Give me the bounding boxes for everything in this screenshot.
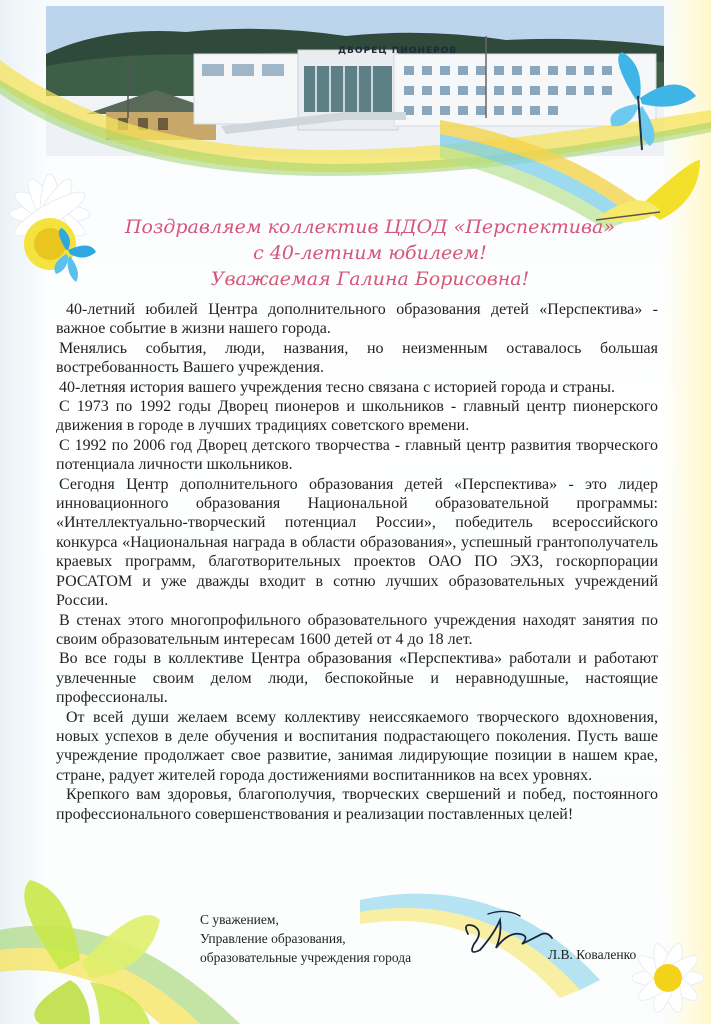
paragraph: С 1992 по 2006 год Дворец детского творчества - главный центр развития творческого потенциала личности школьников. (56, 436, 658, 474)
signature-line-3: образовательные учреждения города (200, 950, 412, 965)
title-line-1: Поздравляем коллектив ЦДОД «Перспектива» (124, 216, 615, 238)
paragraph: 40-летняя история вашего учреждения тесно связана с историей города и страны. (59, 378, 616, 396)
title-line-2: с 40-летним юбилеем! (253, 242, 487, 264)
letter-body (56, 300, 658, 824)
paragraph: В стенах этого многопрофильного образовательного учреждения находят занятия по своим образовательным интересам 1600 детей от 4 до 18 лет. (56, 611, 658, 648)
handwritten-signature (460, 904, 560, 964)
signature-line-1: С уважением, (200, 912, 279, 927)
paragraph: Сегодня Центр дополнительного образования детей «Перспектива» - это лидер инновационного образования Национальной образовательной программы: «Интеллектуально-творческий потенциал России», победитель всероссийского конкурса «Национальная награда в области образования», успешный грантополучатель краевых программ, благотворительных проектов ОАО ПО ЭХЗ, госкорпорации РОСАТОМ и уже дважды входит в сотню лучших образовательных учреждений России. (56, 475, 658, 610)
daisy-flower-bottom-icon (632, 941, 704, 1015)
signer-name: Л.В. Коваленко (548, 947, 637, 962)
signature-block (200, 910, 500, 967)
signature-line-2: Управление образования, (200, 931, 346, 946)
paragraph: С 1973 по 1992 годы Дворец пионеров и школьников - главный центр пионерского движения в городе в лучших традициях советского времени. (56, 398, 658, 435)
paragraph: Во все годы в коллективе Центра образования «Перспектива» работали и работают увлеченные своим делом люди, беспокойные и неравнодушные, настоящие профессионалы. (56, 650, 658, 707)
paragraph: Крепкого вам здоровья, благополучия, творческих свершений и побед, постоянного профессионального совершенствования и реализации поставленных целей! (56, 786, 658, 823)
title-line-3: Уважаемая Галина Борисовна! (210, 268, 530, 290)
building-sign: ДВОРЕЦ ПИОНЕРОВ (338, 46, 458, 56)
paragraph: Менялись события, люди, названия, но неизменным оставалось большая востребованность Вашего учреждения. (56, 339, 658, 377)
paragraph: 40-летний юбилей Центра дополнительного образования детей «Перспектива» - важное событие в жизни нашего города. (56, 301, 658, 338)
letter-title (60, 214, 680, 292)
paragraph: От всей души желаем всему коллективу неиссякаемого творческого вдохновения, новых успехов в деле обучения и воспитания подрастающего поколения. Пусть ваше учреждение продолжает свое развитие, занимая лидирующие позиции в нашем крае, стране, радует жителей города достижениями воспитанников на всех уровнях. (56, 708, 658, 784)
